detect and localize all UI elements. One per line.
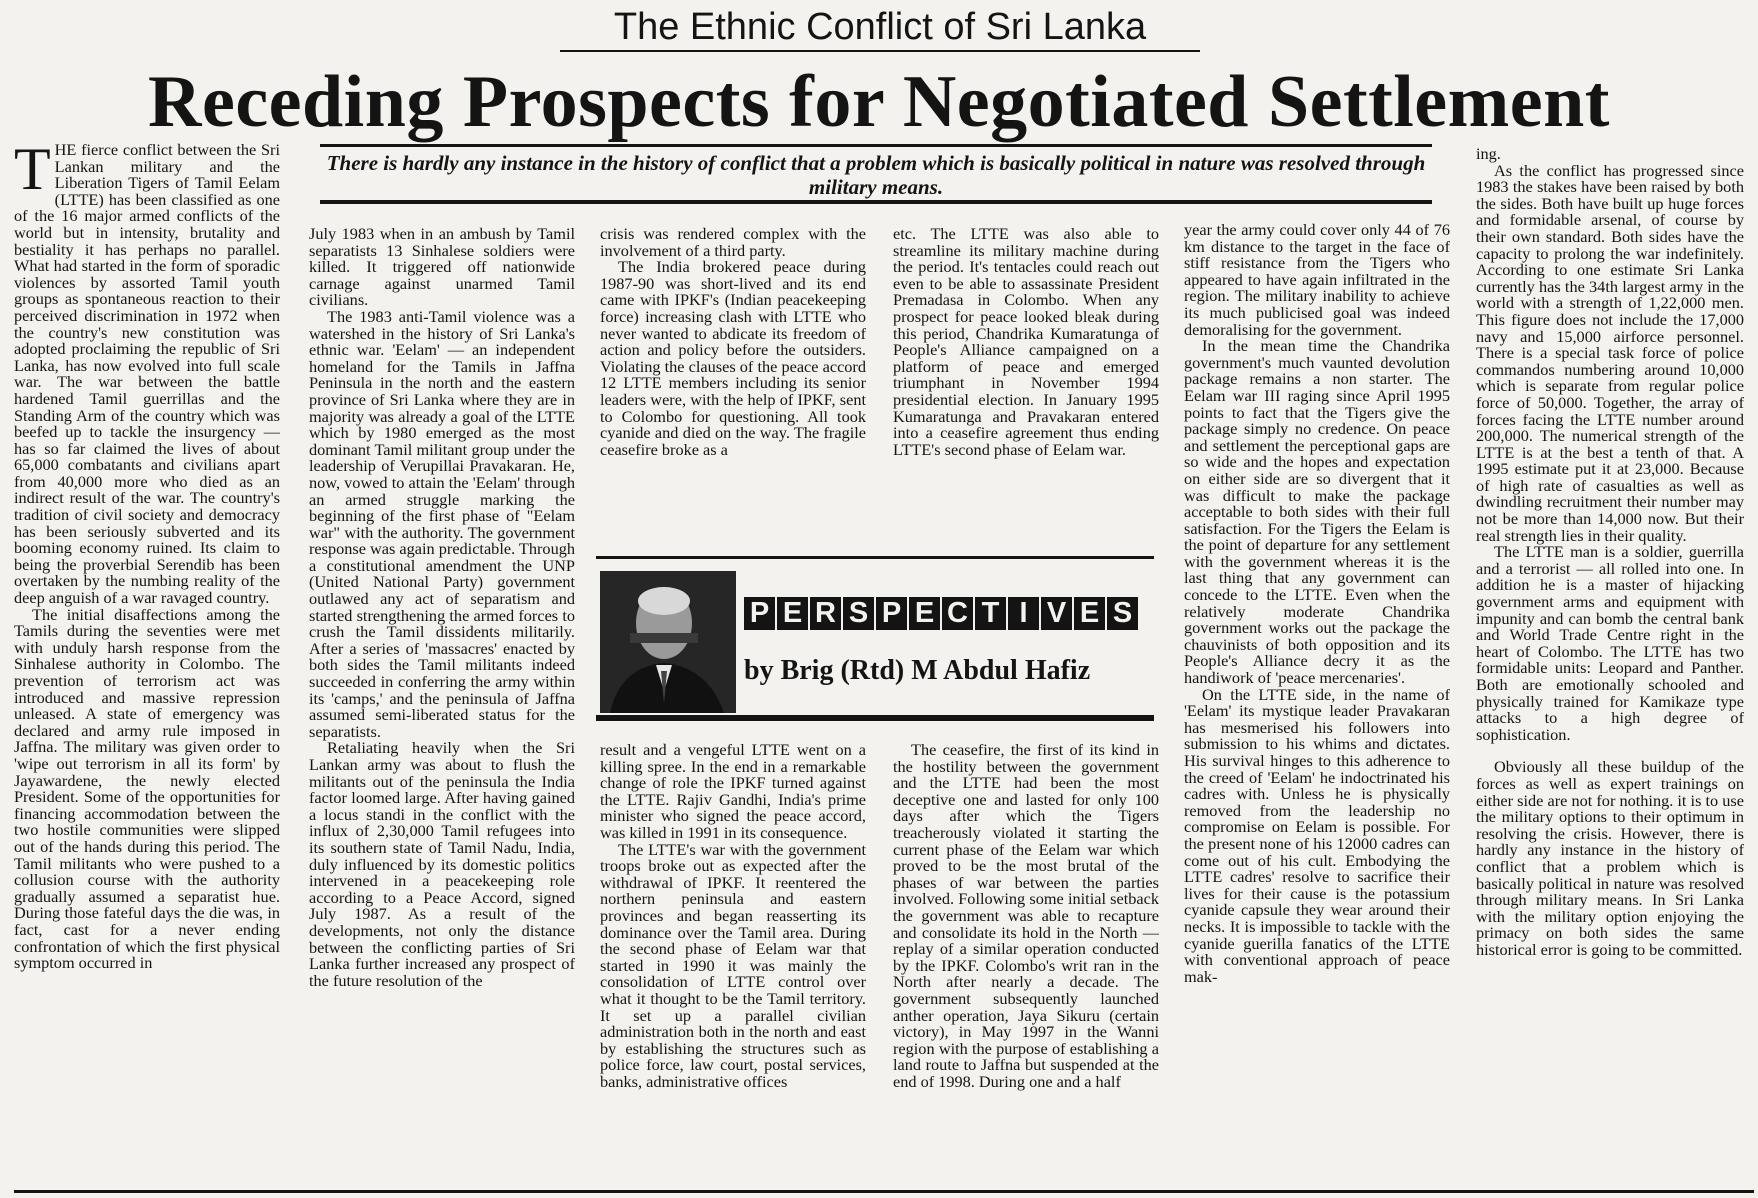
drop-cap: T bbox=[14, 142, 51, 202]
title-letter: C bbox=[942, 597, 973, 630]
kicker: The Ethnic Conflict of Sri Lanka bbox=[560, 6, 1200, 52]
title-letter: I bbox=[1008, 597, 1039, 630]
paragraph: year the army could cover only 44 of 76 km distance to the target in the face of stiff resistance from the Tigers who appeared to have again infiltrated in the region. The military inability to achieve its much publicised goal was indeed demoralising for the government. bbox=[1184, 222, 1450, 339]
title-letter: P bbox=[744, 597, 775, 630]
column-6 bbox=[1476, 146, 1744, 1188]
column-4-bottom bbox=[893, 742, 1159, 1188]
title-letter: E bbox=[1074, 597, 1105, 630]
column-3-top bbox=[600, 226, 866, 528]
paragraph: The ceasefire, the first of its kind in the hostility between the government and the LTTE had been the most deceptive one and lasted for only 100 days after which the Tigers treacherously violated it starting the current phase of the Eelam war which proved to be the most brutal of the phases of war between the parties involved. Following some initial setback the government was able to recapture and consolidate its hold in the North — replay of a similar operation conducted by the IPKF. Colombo's writ ran in the North after nearly a decade. The government subsequently launched anther operation, Jaya Sikuru (certain victory), in May 1997 in the Wanni region with the purpose of establishing a land route to Jaffna but suspended at the end of 1998. During one and a half bbox=[893, 742, 1159, 1091]
paragraph: etc. The LTTE was also able to streamline its military machine during the period. It's tentacles could reach out even to be able to assassinate President Premadasa in Colombo. When any prospect for peace looked bleak during this period, Chandrika Kumaratunga of People's Alliance campaigned on a platform of peace and emerged triumphant in November 1994 presidential election. In January 1995 Kumaratunga and Pravakaran entered into a ceasefire agreement thus ending LTTE's second phase of Eelam war. bbox=[893, 226, 1159, 459]
paragraph: As the conflict has progressed since 1983 the stakes have been raised by both the sides. Both have built up huge forces and formidable arsenal, of course by their own standard. Both sides have the capacity to prolong the war indefinitely. According to one estimate Sri Lanka currently has the 34th largest army in the world with a strength of 1,22,000 men. This figure does not include the 17,000 navy and 15,000 airforce personnel. There is a special task force of police commandos numbering around 10,000 which is separate from regular police force of 50,000. Together, the array of forces facing the LTTE number around 200,000. The numerical strength of the LTTE is at the best a tenth of that. A 1995 estimate put it at 23,000. Because of high rate of casualties as well as dwindling recruitment their number may not be more than 14,000 now. But their real strength lies in their quality. bbox=[1476, 160, 1744, 545]
author-photo bbox=[600, 571, 736, 713]
title-letter: E bbox=[777, 597, 808, 630]
paragraph: Retaliating heavily when the Sri Lankan army was about to flush the militants out of the peninsula the India factor loomed large. After having gained a locus standi in the conflict with the influx of 2,30,000 Tamil refugees into its southern state of Tamil Nadu, India, duly influenced by its domestic politics intervened in a peacekeeping role according to a Peace Accord, signed July 1987. As a result of the developments, not only the distance between the conflicting parties of Sri Lanka further increased any prospect of the future resolution of the bbox=[309, 738, 575, 990]
paragraph: result and a vengeful LTTE went on a killing spree. In the end in a remarkable change of role the IPKF turned against the LTTE. Rajiv Gandhi, India's prime minister who signed the peace accord, was killed in 1991 in its consequence. bbox=[600, 742, 866, 842]
paragraph: crisis was rendered complex with the involvement of a third party. bbox=[600, 226, 866, 260]
paragraph: July 1983 when in an ambush by Tamil separatists 13 Sinhalese soldiers were killed. It triggered off nationwide carnage against unarmed Tamil civilians. bbox=[309, 226, 575, 310]
title-letter: V bbox=[1041, 597, 1072, 630]
column-3-bottom bbox=[600, 742, 866, 1188]
paragraph: The LTTE man is a soldier, guerrilla and a terrorist — all rolled into one. In addition he is a master of hijacking government arms and equipment with impunity and can bomb the central bank and World Trade Centre right in the heart of Colombo. The LTTE has two formidable units: Leopard and Panther. Both are emotionally schooled and physically trained for Kamikaze type attacks to a high degree of sophistication. bbox=[1476, 542, 1744, 744]
title-letter: T bbox=[975, 597, 1006, 630]
paragraph: The initial disaffections among the Tamils during the seventies were met with unduly harsh response from the Sinhalese authority in Colombo. The prevention of terrorism act was introduced and massive repression unleased. A state of emergency was declared and army rule imposed in Jaffna. The military was given order to 'wipe out terrorism in all its form' by Jayawardene, the newly elected President. Some of the opportunities for financing accommodation between the two hostile communities were slipped out of the hands during this period. The Tamil militants who were pushed to a collusion course with the authority gradually assumed a separatist hue. During those fateful days the die was, in fact, cast for a never ending confrontation of which the first physical symptom occurred in bbox=[14, 604, 280, 973]
paragraph: The 1983 anti-Tamil violence was a watershed in the history of Sri Lanka's ethnic war. 'Eelam' — an independent homeland for the Tamils in Jaffna Peninsula in the north and the eastern province of Sri Lanka where they are in majority was already a goal of the LTTE which by 1980 emerged as the most dominant Tamil militant group under the leadership of Verupillai Pravakaran. He, now, vowed to attain the 'Eelam' through an armed struggle marking the beginning of the first phase of "Eelam war" with the authority. The government response was again predictable. Through a constitutional amendment the UNP (United National Party) government outlawed any act of separatism and started strengthening the armed forces to crush the Tamil dissidents militarily. After a series of 'massacres' enacted by both sides the Tamil militants indeed succeeded in conferring the army within its 'camps,' and the peninsula of Jaffna assumed semi-liberated status for the separatists. bbox=[309, 306, 575, 741]
headline: Receding Prospects for Negotiated Settlement bbox=[148, 61, 1610, 143]
title-letter: P bbox=[876, 597, 907, 630]
column-4-top bbox=[893, 226, 1159, 528]
title-letter: S bbox=[1107, 597, 1138, 630]
title-letter: S bbox=[843, 597, 874, 630]
deck: There is hardly any instance in the history of conflict that a problem which is basically political in nature was resolved through military means. bbox=[320, 144, 1432, 204]
column-1 bbox=[14, 142, 280, 1188]
column-5 bbox=[1184, 222, 1450, 1188]
paragraph: In the mean time the Chandrika government's much vaunted devolution package remains a non starter. The Eelam war III raging since April 1995 points to fact that the Tigers give the package simply no credence. On peace and settlement the perceptional gaps are so wide and the hopes and expectation on either side are so divergent that it was difficult to make the package acceptable to both sides with their full satisfaction. For the Tigers the Eelam is the point of departure for any settlement with the government whereas it is the last thing that any government can concede to the LTTE. Even when the relatively moderate Chandrika government works out the package the chauvinists of both opposition and its People's Alliance decry it as the handiwork of 'peace mercenaries'. bbox=[1184, 336, 1450, 688]
perspectives-box bbox=[596, 556, 1154, 721]
column-2 bbox=[309, 226, 575, 1188]
paragraph: HE fierce conflict between the Sri Lankan military and the Liberation Tigers of Tamil Eelam (LTTE) has been classified as one of the 16 major armed conflicts of the world but in intensity, brutality and bestiality it has perhaps no parallel. What had started in the form of sporadic violences by assorted Tamil youth groups as spontaneous reaction to their perceived discrimination in 1972 when the country's new constitution was adopted proclaiming the republic of Sri Lanka, has now evolved into full scale war. The war between the battle hardened Tamil guerrillas and the Standing Arm of the country which was beefed up to tackle the insurgency — has so far claimed the lives of about 65,000 combatants and civilians apart from 40,000 more who died as an indirect result of the war. The country's tradition of civil society and democracy has been seriously subverted and its booming economy ruined. Its claim to being the proverbial Serendib has been overtaken by the numbing reality of the deep anguish of a war ravaged country. bbox=[14, 142, 280, 608]
perspectives-title bbox=[744, 597, 1138, 630]
byline: by Brig (Rtd) M Abdul Hafiz bbox=[744, 655, 1091, 686]
author-portrait-icon bbox=[600, 571, 736, 713]
paragraph: On the LTTE side, in the name of 'Eelam' its mystique leader Pravakaran has mesmerised his followers into submission to his whims and dictates. His survival hinges to this adherence to the creed of 'Eelam' he indoctrinated his cadres with. Unless he is physically removed from the leadership no compromise on Eelam is possible. For the present none of his 12000 cadres can come out of his cult. Embodying the LTTE cadres' resolve to sacrifice their lives for their cause is the potassium cyanide capsule they wear around their necks. It is impossible to tackle with the cyanide guerilla fanatics of the LTTE with conventional approach of peace mak- bbox=[1184, 684, 1450, 986]
bottom-rule bbox=[14, 1190, 1754, 1193]
title-letter: R bbox=[810, 597, 841, 630]
paragraph: The LTTE's war with the government troops broke out as expected after the withdrawal of IPKF. It reentered the northern peninsula and eastern provinces and began reasserting its dominance over the Tamil area. During the second phase of Eelam war that started in 1990 it was mainly the consolidation of LTTE control over what it thought to be the Tamil territory. It set up a parallel civilian administration both in the north and east by establishing the structures such as police force, law court, postal services, banks, administrative offices bbox=[600, 839, 866, 1091]
title-letter: E bbox=[909, 597, 940, 630]
paragraph: ing. bbox=[1476, 146, 1501, 163]
paragraph: Obviously all these buildup of the forces as well as expert trainings on either side are not for nothing. it is to use the military options to their optimum in resolving the crisis. However, there is hardly any instance in the history of conflict that a problem which is basically political in nature was resolved through military means. In Sri Lanka with the military option enjoying the primacy on both sides the same historical error is going to be committed. bbox=[1476, 757, 1744, 959]
paragraph: The India brokered peace during 1987-90 was short-lived and its end came with IPKF's (Indian peacekeeping force) increasing clash with LTTE who never wanted to abdicate its freedom of action and policy before the outsiders. Violating the clauses of the peace accord 12 LTTE members including its senior leaders were, with the help of IPKF, sent to Colombo for questioning. All took cyanide and died on the way. The fragile ceasefire broke as a bbox=[600, 257, 866, 459]
